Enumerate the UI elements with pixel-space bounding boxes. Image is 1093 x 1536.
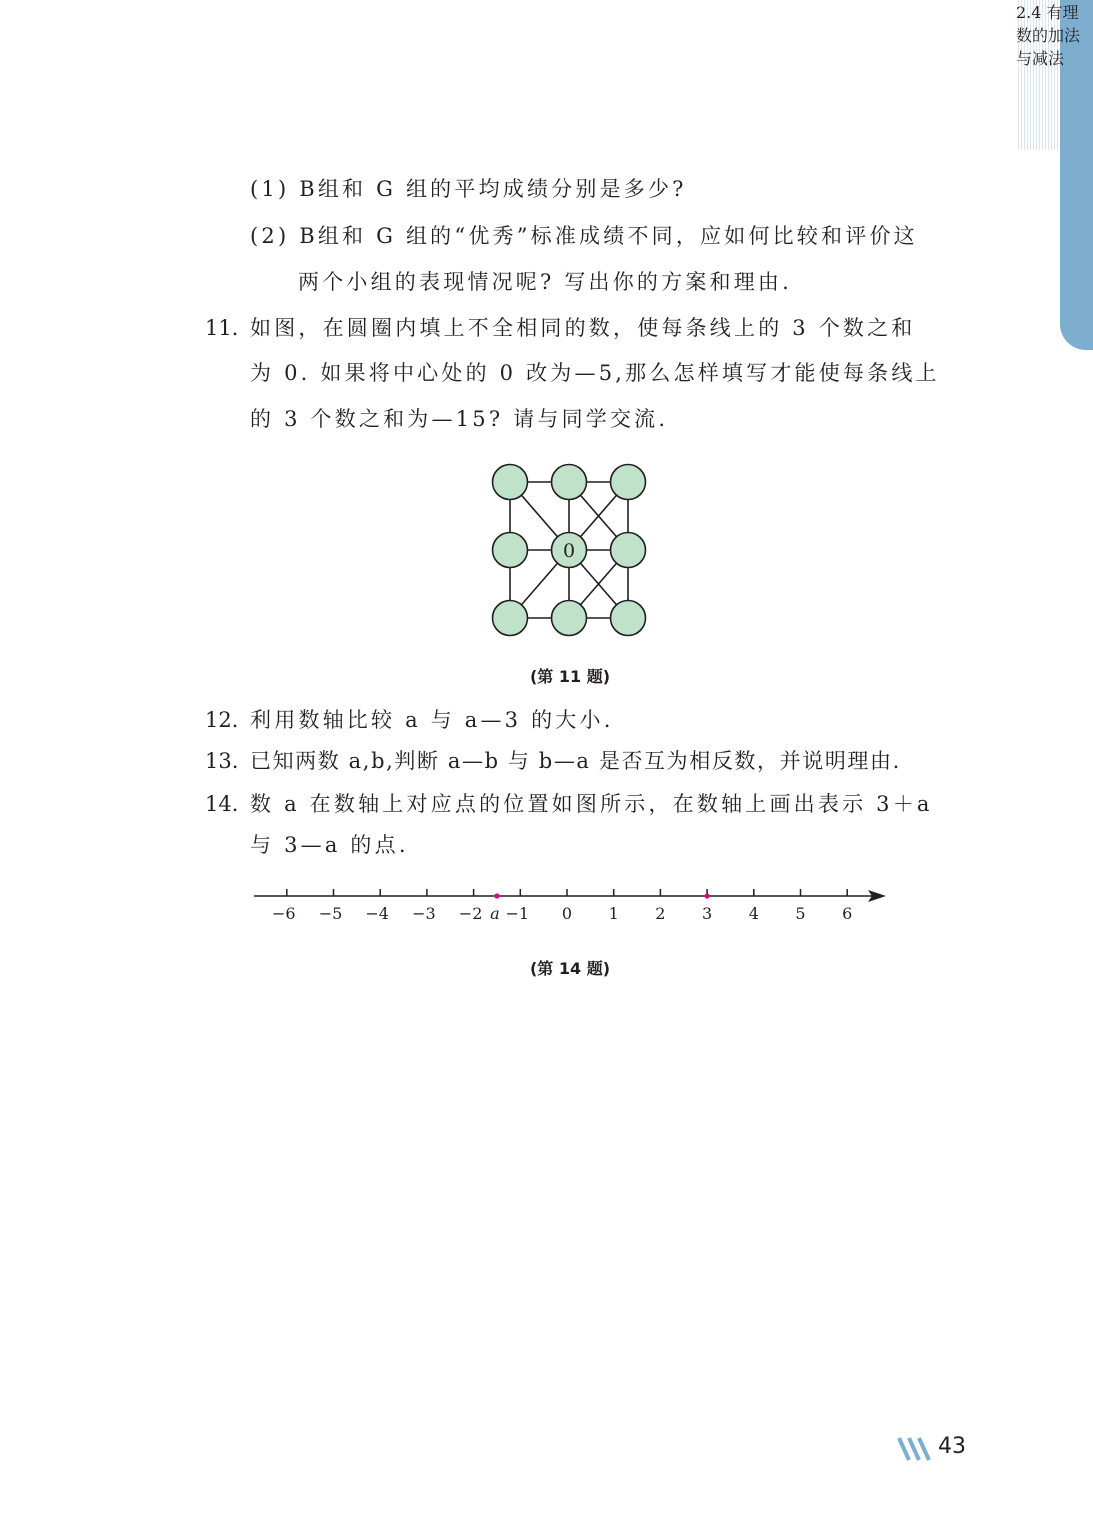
question-11-line-2: 为 0. 如果将中心处的 0 改为—5,那么怎样填写才能使每条线上: [250, 361, 940, 385]
question-12-text: 利用数轴比较 a 与 a—3 的大小.: [250, 708, 614, 732]
circle-r1-c2: [611, 533, 646, 568]
question-12-number: 12.: [205, 708, 239, 732]
axis-tick-label: −1: [505, 904, 530, 923]
axis-tick-label: −3: [412, 904, 436, 923]
question-13-text: 已知两数 a,b,判断 a—b 与 b—a 是否互为相反数，并说明理由.: [250, 749, 901, 773]
circle-r0-c2: [611, 465, 646, 500]
question-14-line-1: 数 a 在数轴上对应点的位置如图所示，在数轴上画出表示 3＋a: [250, 792, 933, 816]
circle-r2-c0: [493, 601, 528, 636]
sub-question-2: (2) B组和 G 组的“优秀”标准成绩不同，应如何比较和评价这: [250, 224, 918, 248]
point-a-label: a: [490, 904, 500, 923]
question-13-number: 13.: [205, 749, 239, 773]
number-line-figure: [250, 880, 890, 930]
circle-r0-c0: [493, 465, 528, 500]
axis-tick-label: −2: [458, 904, 483, 923]
axis-tick-label: 6: [842, 904, 853, 923]
axis-tick-label: −6: [272, 904, 296, 923]
question-14-number: 14.: [205, 792, 239, 816]
axis-tick-label: 3: [702, 904, 713, 923]
circle-r1-c0: [493, 533, 528, 568]
center-value: 0: [562, 540, 576, 562]
axis-tick-label: −5: [318, 904, 343, 923]
point-3: [705, 893, 710, 898]
axis-tick-label: 0: [561, 904, 573, 923]
question-11-line-3: 的 3 个数之和为—15? 请与同学交流.: [250, 407, 669, 431]
figure-11-caption: (第 11 题): [529, 667, 611, 686]
page-number: 43: [938, 1434, 966, 1459]
axis-tick-label: 1: [608, 904, 619, 923]
axis-tick-label: −4: [365, 904, 389, 923]
sub-question-2-cont: 两个小组的表现情况呢? 写出你的方案和理由.: [298, 270, 793, 294]
question-11-line-1: 如图，在圆圈内填上不全相同的数，使每条线上的 3 个数之和: [250, 316, 916, 340]
question-14-line-2: 与 3—a 的点.: [250, 833, 409, 857]
sub-question-1: (1) B组和 G 组的平均成绩分别是多少?: [250, 177, 687, 201]
page-deco-stripes-icon: [897, 1436, 937, 1462]
axis-tick-label: 2: [655, 904, 666, 923]
point-a: [494, 893, 499, 898]
axis-tick-label: 4: [748, 904, 759, 923]
circle-r2-c1: [552, 601, 587, 636]
axis-tick-label: 5: [795, 904, 806, 923]
circle-grid-figure: [480, 455, 660, 645]
question-11-number: 11.: [205, 316, 239, 340]
circle-r2-c2: [611, 601, 646, 636]
figure-14-caption: (第 14 题): [529, 959, 611, 978]
circle-r0-c1: [552, 465, 587, 500]
chapter-title: 2.4 有理数的加法与减法: [1016, 3, 1081, 68]
